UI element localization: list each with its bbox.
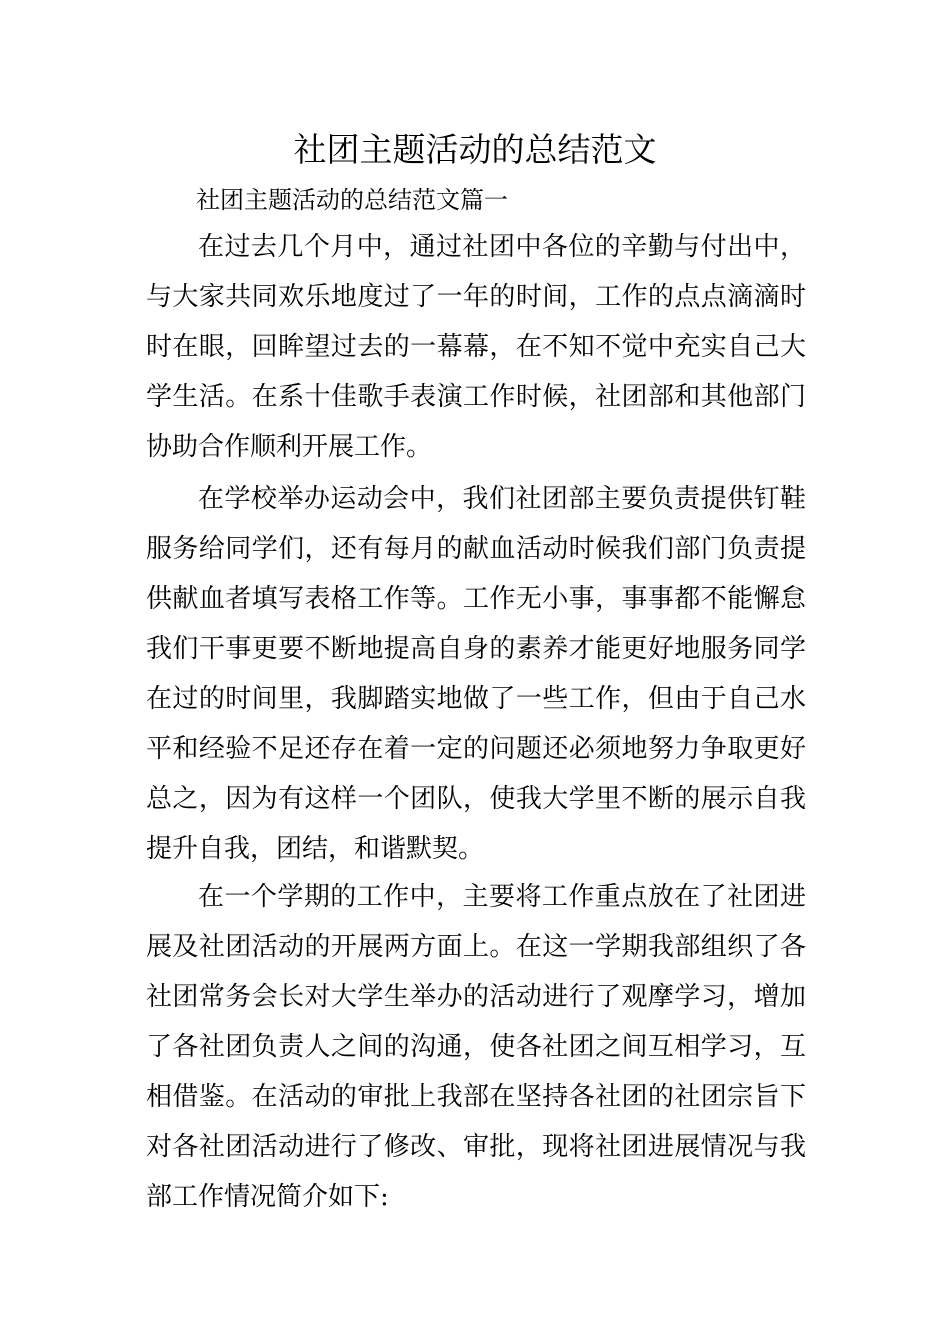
document-title: 社团主题活动的总结范文 — [293, 130, 657, 169]
paragraph-line: 时在眼，回眸望过去的一幕幕，在不知不觉中充实自己大 — [146, 332, 806, 362]
paragraph-2 — [146, 474, 806, 874]
paragraph-line: 展及社团活动的开展两方面上。在这一学期我部组织了各 — [146, 932, 806, 962]
paragraph-line: 供献血者填写表格工作等。工作无小事，事事都不能懈怠 — [146, 584, 806, 614]
paragraph-line: 提升自我，团结，和谐默契。 — [146, 834, 485, 864]
paragraph-line: 部工作情况简介如下: — [146, 1182, 389, 1212]
paragraph-line: 相借鉴。在活动的审批上我部在坚持各社团的社团宗旨下 — [146, 1082, 806, 1112]
paragraph-line: 在学校举办运动会中，我们社团部主要负责提供钉鞋 — [198, 484, 806, 514]
paragraph-1 — [146, 222, 806, 472]
paragraph-line: 在过去几个月中，通过社团中各位的辛勤与付出中， — [198, 232, 806, 262]
paragraph-line: 在一个学期的工作中，主要将工作重点放在了社团进 — [198, 882, 806, 912]
paragraph-line: 学生活。在系十佳歌手表演工作时候，社团部和其他部门 — [146, 382, 806, 412]
paragraph-line: 服务给同学们，还有每月的献血活动时候我们部门负责提 — [146, 534, 806, 564]
paragraph-line: 社团常务会长对大学生举办的活动进行了观摩学习，增加 — [146, 982, 806, 1012]
paragraph-3 — [146, 872, 806, 1222]
paragraph-line: 与大家共同欢乐地度过了一年的时间，工作的点点滴滴时 — [146, 282, 806, 312]
document-subtitle: 社团主题活动的总结范文篇一 — [196, 186, 508, 214]
paragraph-line: 平和经验不足还存在着一定的问题还必须地努力争取更好 — [146, 734, 806, 764]
paragraph-line: 在过的时间里，我脚踏实地做了一些工作，但由于自己水 — [146, 684, 806, 714]
paragraph-line: 总之，因为有这样一个团队，使我大学里不断的展示自我 — [146, 784, 806, 814]
paragraph-line: 对各社团活动进行了修改、审批，现将社团进展情况与我 — [146, 1132, 806, 1162]
paragraph-line: 我们干事更要不断地提高自身的素养才能更好地服务同学 — [146, 634, 806, 664]
paragraph-line: 了各社团负责人之间的沟通，使各社团之间互相学习，互 — [146, 1032, 806, 1062]
paragraph-line: 协助合作顺利开展工作。 — [146, 432, 433, 462]
